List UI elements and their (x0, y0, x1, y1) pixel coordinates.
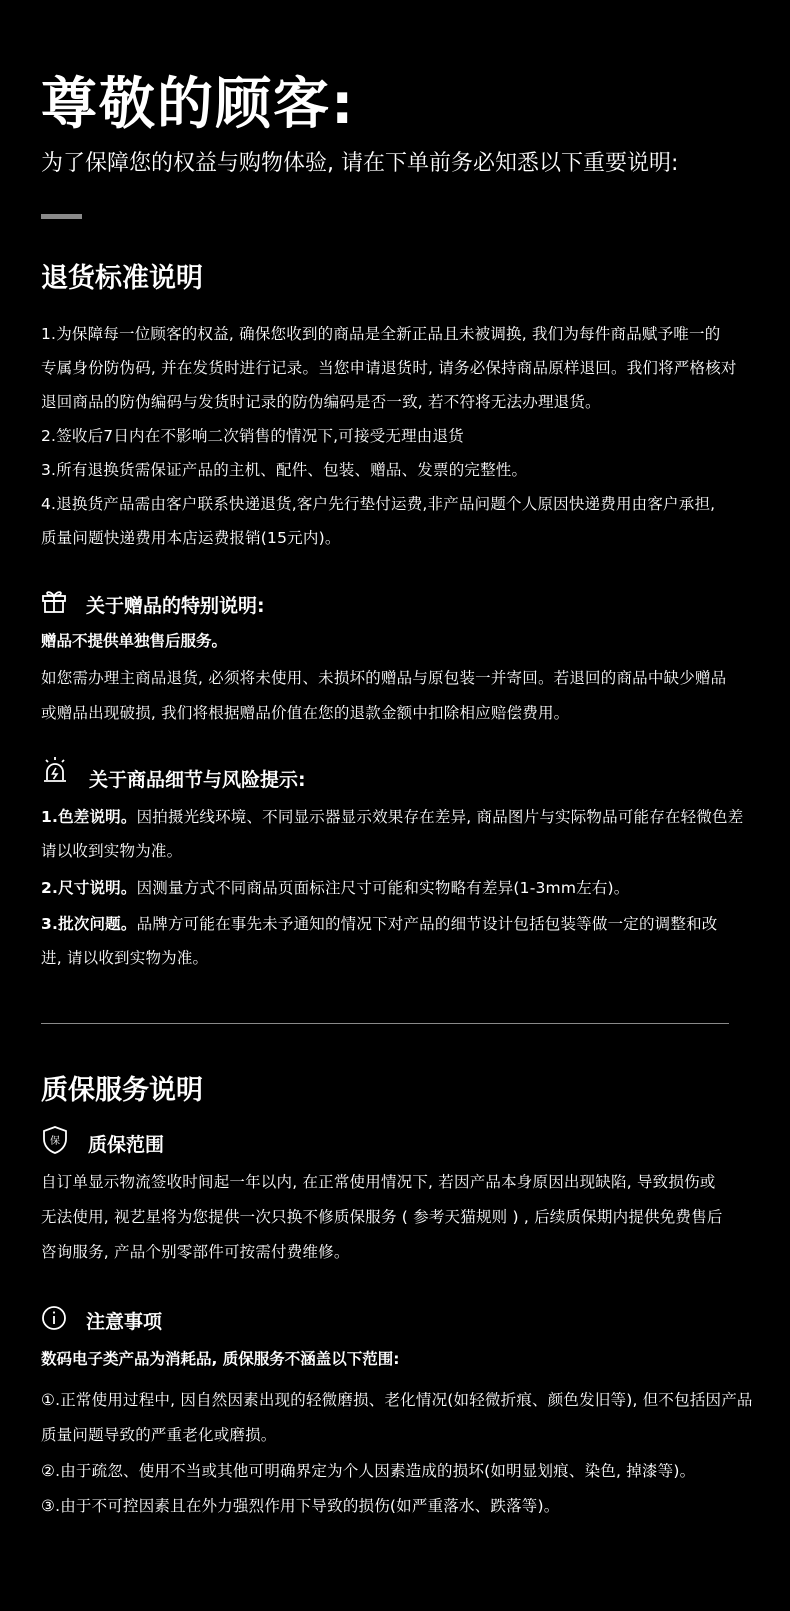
returns-line: 退回商品的防伪编码与发货时记录的防伪编码是否一致, 若不符将无法办理退货。 (41, 393, 601, 411)
details-item: 3.批次问题。品牌方可能在事先未予通知的情况下对产品的细节设计包括包装等做一定的调整和改 (41, 915, 718, 933)
shield-icon (41, 1125, 69, 1155)
gifts-line: 或赠品出现破损, 我们将根据赠品价值在您的退款金额中扣除相应赔偿费用。 (41, 704, 570, 722)
gifts-line: 如您需办理主商品退货, 必须将未使用、未损坏的赠品与原包装一并寄回。若退回的商品中缺少赠品 (41, 669, 727, 687)
notes-bold-line: 数码电子类产品为消耗品, 质保服务不涵盖以下范围: (41, 1350, 400, 1368)
gifts-heading: 关于赠品的特别说明: (86, 595, 265, 617)
details-item: 进, 请以收到实物为准。 (41, 949, 209, 967)
warranty-heading: 质保服务说明 (41, 1075, 203, 1106)
info-icon (41, 1305, 67, 1331)
details-item: 2.尺寸说明。因测量方式不同商品页面标注尺寸可能和实物略有差异(1-3mm左右)。 (41, 879, 630, 897)
page-subtitle: 为了保障您的权益与购物体验, 请在下单前务必知悉以下重要说明: (41, 151, 679, 176)
section-divider (41, 1023, 729, 1024)
returns-heading: 退货标准说明 (41, 263, 203, 294)
notes-heading: 注意事项 (86, 1311, 163, 1333)
returns-line: 4.退换货产品需由客户联系快递退货,客户先行垫付运费,非产品问题个人原因快递费用由客户承担, (41, 495, 716, 513)
notes-line: 质量问题导致的严重老化或磨损。 (41, 1426, 277, 1444)
svg-text:保: 保 (50, 1136, 60, 1147)
gifts-bold-line: 赠品不提供单独售后服务。 (41, 632, 228, 650)
returns-line: 1.为保障每一位顾客的权益, 确保您收到的商品是全新正品且未被调换, 我们为每件商品赋予唯一的 (41, 325, 721, 343)
notes-line: ②.由于疏忽、使用不当或其他可明确界定为个人因素造成的损坏(如明显划痕、染色, 掉漆等)。 (41, 1462, 696, 1480)
alarm-icon (41, 756, 69, 784)
details-item: 1.色差说明。因拍摄光线环境、不同显示器显示效果存在差异, 商品图片与实际物品可能存在轻微色差 (41, 808, 744, 826)
scope-line: 咨询服务, 产品个别零部件可按需付费维修。 (41, 1243, 350, 1261)
accent-bar (41, 214, 82, 219)
scope-line: 自订单显示物流签收时间起一年以内, 在正常使用情况下, 若因产品本身原因出现缺陷, 导致损伤或 (41, 1173, 716, 1191)
scope-line: 无法使用, 视艺星将为您提供一次只换不修质保服务 ( 参考天猫规则 ) , 后续质保期内提供免费售后 (41, 1208, 723, 1226)
page-title: 尊敬的顾客: (41, 72, 356, 137)
notes-line: ①.正常使用过程中, 因自然因素出现的轻微磨损、老化情况(如轻微折痕、颜色发旧等), 但不包括因产品 (41, 1391, 753, 1409)
returns-line: 质量问题快递费用本店运费报销(15元内)。 (41, 529, 341, 547)
scope-heading: 质保范围 (88, 1134, 165, 1156)
returns-line: 2.签收后7日内在不影响二次销售的情况下,可接受无理由退货 (41, 427, 464, 445)
returns-line: 专属身份防伪码, 并在发货时进行记录。当您申请退货时, 请务必保持商品原样退回。我们将严格核对 (41, 359, 737, 377)
details-heading: 关于商品细节与风险提示: (89, 769, 306, 791)
notes-line: ③.由于不可控因素且在外力强烈作用下导致的损伤(如严重落水、跌落等)。 (41, 1497, 560, 1515)
gift-icon (41, 588, 67, 614)
details-item: 请以收到实物为准。 (41, 842, 183, 860)
returns-line: 3.所有退换货需保证产品的主机、配件、包装、赠品、发票的完整性。 (41, 461, 528, 479)
